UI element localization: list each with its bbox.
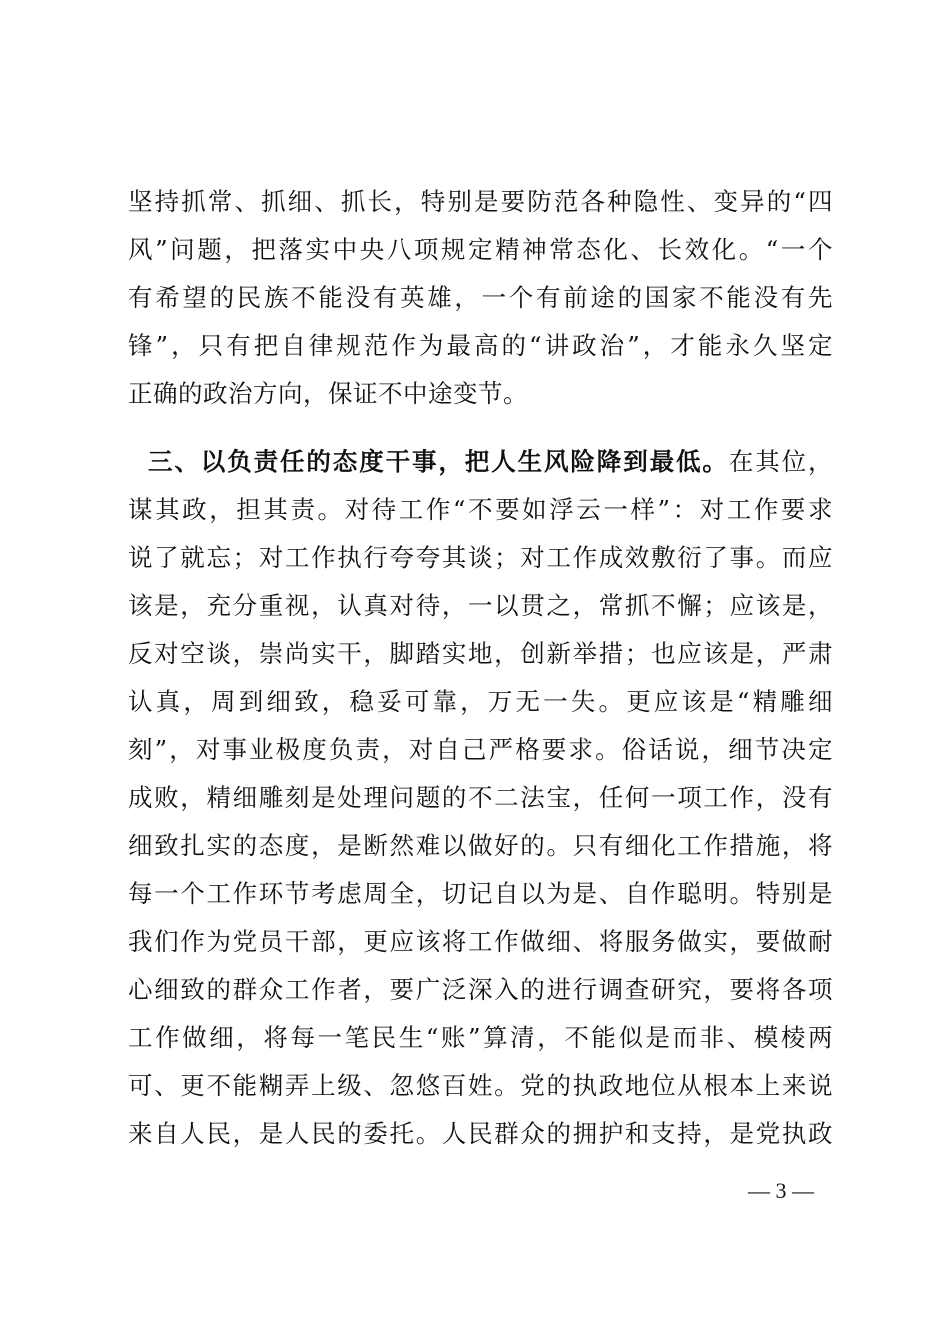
paragraph-line: 心细致的群众工作者，要广泛深入的进行调查研究，要将各项 [128, 975, 833, 1004]
section-heading-line [128, 438, 833, 486]
paragraph-line: 坚持抓常、抓细、抓长，特别是要防范各种隐性、变异的“四 [128, 187, 833, 216]
section-heading: 三、以负责任的态度干事，把人生风险降到最低。 [148, 447, 729, 476]
heading-line-rest: 在其位， [728, 447, 834, 476]
paragraph-line: 反对空谈，崇尚实干，脚踏实地，创新举措；也应该是，严肃 [128, 639, 833, 668]
paragraph-line: 刻”，对事业极度负责，对自己严格要求。俗话说，细节决定 [128, 735, 833, 764]
paragraph-line: 我们作为党员干部，更应该将工作做细、将服务做实，要做耐 [128, 927, 833, 956]
paragraph-line: 该是，充分重视，认真对待，一以贯之，常抓不懈；应该是， [128, 591, 833, 620]
paragraph-line: 说了就忘；对工作执行夸夸其谈；对工作成效敷衍了事。而应 [128, 543, 833, 572]
page-number: — 3 — [748, 1178, 814, 1203]
paragraph-1 [128, 178, 833, 418]
paragraph-line: 正确的政治方向，保证不中途变节。 [128, 379, 528, 408]
paragraph-line: 有希望的民族不能没有英雄，一个有前途的国家不能没有先 [128, 283, 833, 312]
paragraph-line: 锋”，只有把自律规范作为最高的“讲政治”，才能永久坚定 [128, 331, 833, 360]
paragraph-line: 细致扎实的态度，是断然难以做好的。只有细化工作措施，将 [128, 831, 833, 860]
paragraph-line: 谋其政，担其责。对待工作“不要如浮云一样”：对工作要求 [128, 495, 833, 524]
paragraph-line: 来自人民，是人民的委托。人民群众的拥护和支持，是党执政 [128, 1119, 833, 1148]
paragraph-line: 成败，精细雕刻是处理问题的不二法宝，任何一项工作，没有 [128, 783, 833, 812]
paragraph-line: 认真，周到细致，稳妥可靠，万无一失。更应该是“精雕细 [128, 687, 833, 716]
paragraph-line: 风”问题，把落实中央八项规定精神常态化、长效化。“一个 [128, 235, 833, 264]
paragraph-2 [128, 438, 833, 1158]
paragraph-line: 可、更不能糊弄上级、忽悠百姓。党的执政地位从根本上来说 [128, 1071, 833, 1100]
paragraph-line: 每一个工作环节考虑周全，切记自以为是、自作聪明。特别是 [128, 879, 833, 908]
paragraph-line: 工作做细，将每一笔民生“账”算清，不能似是而非、模棱两 [128, 1023, 833, 1052]
